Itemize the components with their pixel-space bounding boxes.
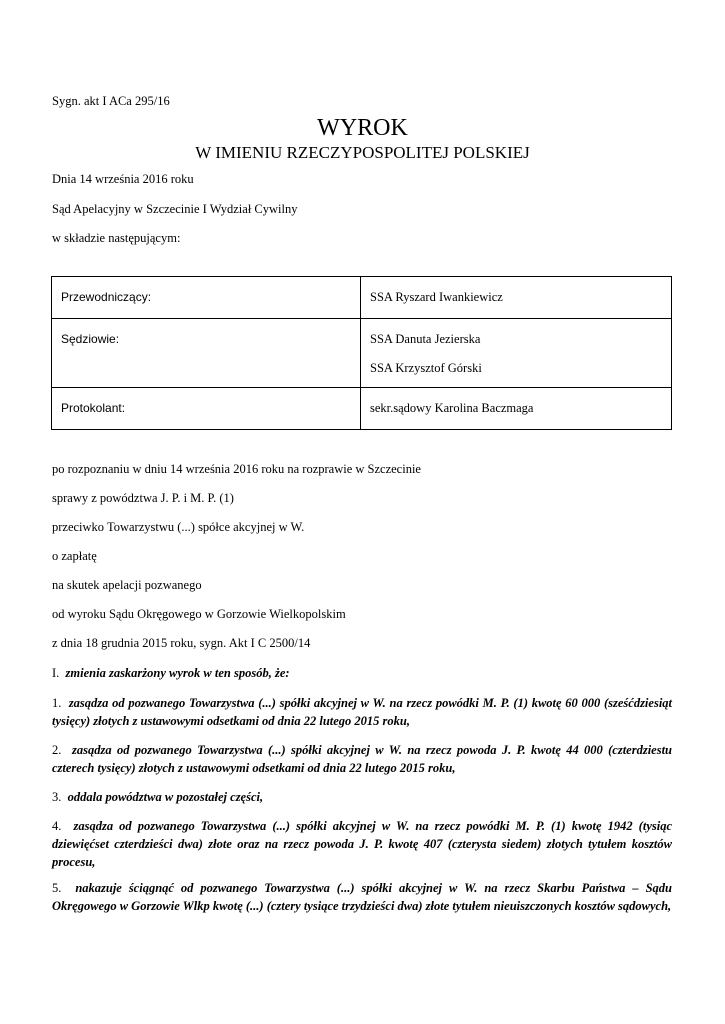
ruling-section — [52, 666, 290, 681]
composition-intro: w składzie następującym: — [52, 231, 181, 245]
ruling-item: 1. zasądza od pozwanego Towarzystwa (...) spółki akcyjnej w W. na rzecz powódki M. P. (1) kwotę 60 000 (sześćdziesiąt tysięcy) złotych z ustawowymi odsetkami od dnia 22 lutego 2015 roku, — [52, 696, 673, 728]
table-cell-value: SSA Danuta Jezierska SSA Krzysztof Górski — [361, 319, 672, 388]
table-row — [52, 319, 672, 388]
case-line: od wyroku Sądu Okręgowego w Gorzowie Wielkopolskim — [52, 607, 346, 621]
ruling-item: 2. zasądza od pozwanego Towarzystwa (...) spółki akcyjnej w W. na rzecz powoda J. P. kwotę 44 000 (czterdziestu czterech tysięcy) złotych z ustawowymi odsetkami od dnia 22 lutego 2015 roku, — [52, 743, 673, 775]
court-composition-table — [51, 276, 672, 430]
case-line: przeciwko Towarzystwu (...) spółce akcyjnej w W. — [52, 520, 305, 534]
case-line: po rozpoznaniu w dniu 14 września 2016 roku na rozprawie w Szczecinie — [52, 462, 421, 476]
document-subtitle: W IMIENIU RZECZYPOSPOLITEJ POLSKIEJ — [195, 143, 530, 162]
table-cell-value: sekr.sądowy Karolina Baczmaga — [361, 388, 672, 430]
section-number: I. — [52, 666, 60, 680]
case-line: z dnia 18 grudnia 2015 roku, sygn. Akt I C 2500/14 — [52, 636, 311, 650]
ruling-item: 3. oddala powództwa w pozostałej części, — [52, 790, 264, 804]
table-cell-label: Sędziowie: — [52, 319, 361, 388]
ruling-item: 4. zasądza od pozwanego Towarzystwa (...) spółki akcyjnej w W. na rzecz powódki M. P. (1) kwotę 1942 (tysiąc dziewięćset czterdzieści dwa) złote oraz na rzecz powoda J. P. kwotę 407 (czterysta siedem) złotych tytułem kosztów procesu, — [52, 819, 672, 869]
table-cell-label: Przewodniczący: — [52, 277, 361, 319]
ruling-item: 5. nakazuje ściągnąć od pozwanego Towarzystwa (...) spółki akcyjnej w W. na rzecz Skarbu Państwa – Sądu Okręgowego w Gorzowie Wlkp kwotę (...) (cztery tysiące trzydzieści dwa) złote tytułem nieuiszczonych kosztów sądowych, — [52, 881, 672, 913]
case-line: sprawy z powództwa J. P. i M. P. (1) — [52, 491, 234, 505]
document-title: WYROK — [317, 115, 408, 141]
table-cell-label: Protokolant: — [52, 388, 361, 430]
judgment-date: Dnia 14 września 2016 roku — [52, 172, 194, 186]
section-text: zmienia zaskarżony wyrok w ten sposób, że: — [65, 666, 290, 680]
court-name: Sąd Apelacyjny w Szczecinie I Wydział Cywilny — [52, 202, 298, 216]
table-row — [52, 388, 672, 430]
case-line: na skutek apelacji pozwanego — [52, 578, 202, 592]
table-row — [52, 277, 672, 319]
table-cell-value: SSA Ryszard Iwankiewicz — [361, 277, 672, 319]
case-signature: Sygn. akt I ACa 295/16 — [52, 94, 170, 108]
case-line: o zapłatę — [52, 549, 97, 563]
